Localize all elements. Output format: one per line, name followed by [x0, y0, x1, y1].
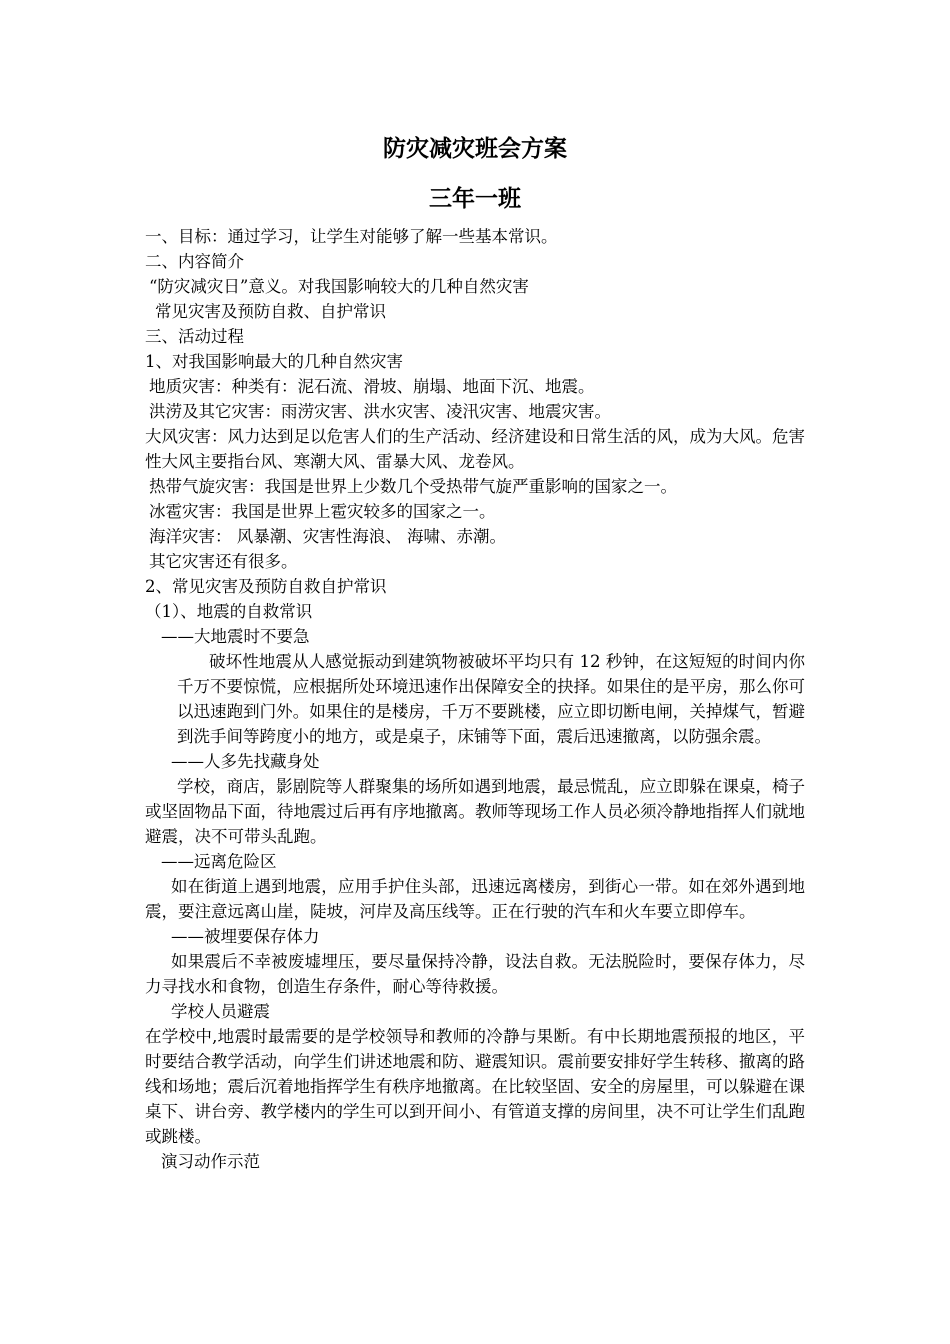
- tropical-cyclone-line: 热带气旋灾害：我国是世界上少数几个受热带气旋严重影响的国家之一。: [149, 477, 677, 496]
- intro-heading: 二、内容简介: [145, 252, 244, 271]
- section-2-heading: 2、常见灾害及预防自救自护常识: [145, 577, 387, 596]
- school-heading: 学校人员避震: [171, 1002, 270, 1021]
- tip-4-paragraph: 如果震后不幸被废墟埋压，要尽量保持冷静，设法自救。无法脱险时，要保存体力，尽力寻找水和食物，创造生存条件，耐心等待救援。: [145, 952, 805, 996]
- other-disasters-line: 其它灾害还有很多。: [149, 552, 298, 571]
- hail-disaster-line: 冰雹灾害：我国是世界上雹灾较多的国家之一。: [149, 502, 496, 521]
- geological-disaster-line: 地质灾害：种类有：泥石流、滑坡、崩塌、地面下沉、地震。: [149, 377, 595, 396]
- flood-disaster-line: 洪涝及其它灾害：雨涝灾害、洪水灾害、凌汛灾害、地震灾害。: [149, 402, 611, 421]
- tip-2-heading: ——人多先找藏身处: [171, 752, 320, 771]
- tip-4-heading: ——被埋要保存体力: [171, 927, 320, 946]
- document-body: [145, 224, 805, 1174]
- goal-line: 一、目标：通过学习，让学生对能够了解一些基本常识。: [145, 227, 558, 246]
- document-subtitle: 三年一班: [429, 185, 521, 212]
- process-heading: 三、活动过程: [145, 327, 244, 346]
- subsection-1-heading: （1）、地震的自救常识: [145, 602, 313, 621]
- tip-1-paragraph: 破坏性地震从人感觉振动到建筑物被破坏平均只有 12 秒钟，在这短短的时间内你千万不要惊慌，应根据所处环境迅速作出保障安全的抉择。如果住的是平房，那么你可以迅速跑到门外。如果住的是楼房，千万不要跳楼，应立即切断电闸，关掉煤气，暂避到洗手间等跨度小的地方，或是桌子，床铺等下面，震后迅速撤离，以防强余震。: [177, 652, 805, 746]
- wind-disaster-paragraph: 大风灾害：风力达到足以危害人们的生产活动、经济建设和日常生活的风，成为大风。危害性大风主要指台风、寒潮大风、雷暴大风、龙卷风。: [145, 427, 805, 471]
- tip-2-paragraph: 学校，商店，影剧院等人群聚集的场所如遇到地震，最忌慌乱，应立即躲在课桌，椅子或坚固物品下面，待地震过后再有序地撤离。教师等现场工作人员必须冷静地指挥人们就地避震，决不可带头乱跑。: [145, 777, 805, 846]
- school-paragraph: 在学校中,地震时最需要的是学校领导和教师的冷静与果断。有中长期地震预报的地区，平时要结合教学活动，向学生们讲述地震和防、避震知识。震前要安排好学生转移、撤离的路线和场地；震后沉着地指挥学生有秩序地撤离。在比较坚固、安全的房屋里，可以躲避在课桌下、讲台旁、教学楼内的学生可以到开间小、有管道支撑的房间里，决不可让学生们乱跑或跳楼。: [145, 1027, 805, 1146]
- drill-line: 演习动作示范: [161, 1152, 260, 1171]
- ocean-disaster-line: 海洋灾害： 风暴潮、灾害性海浪、 海啸、赤潮。: [149, 527, 506, 546]
- intro-line-1: “防灾减灾日”意义。对我国影响较大的几种自然灾害: [149, 277, 529, 296]
- tip-1-heading: ——大地震时不要急: [161, 627, 310, 646]
- document-title: 防灾减灾班会方案: [383, 135, 567, 162]
- tip-3-heading: ——远离危险区: [161, 852, 277, 871]
- section-1-heading: 1、对我国影响最大的几种自然灾害: [145, 352, 403, 371]
- tip-3-paragraph: 如在街道上遇到地震，应用手护住头部，迅速远离楼房，到街心一带。如在郊外遇到地震，要注意远离山崖，陡坡，河岸及高压线等。正在行驶的汽车和火车要立即停车。: [145, 877, 805, 921]
- intro-line-2: 常见灾害及预防自救、自护常识: [155, 302, 386, 321]
